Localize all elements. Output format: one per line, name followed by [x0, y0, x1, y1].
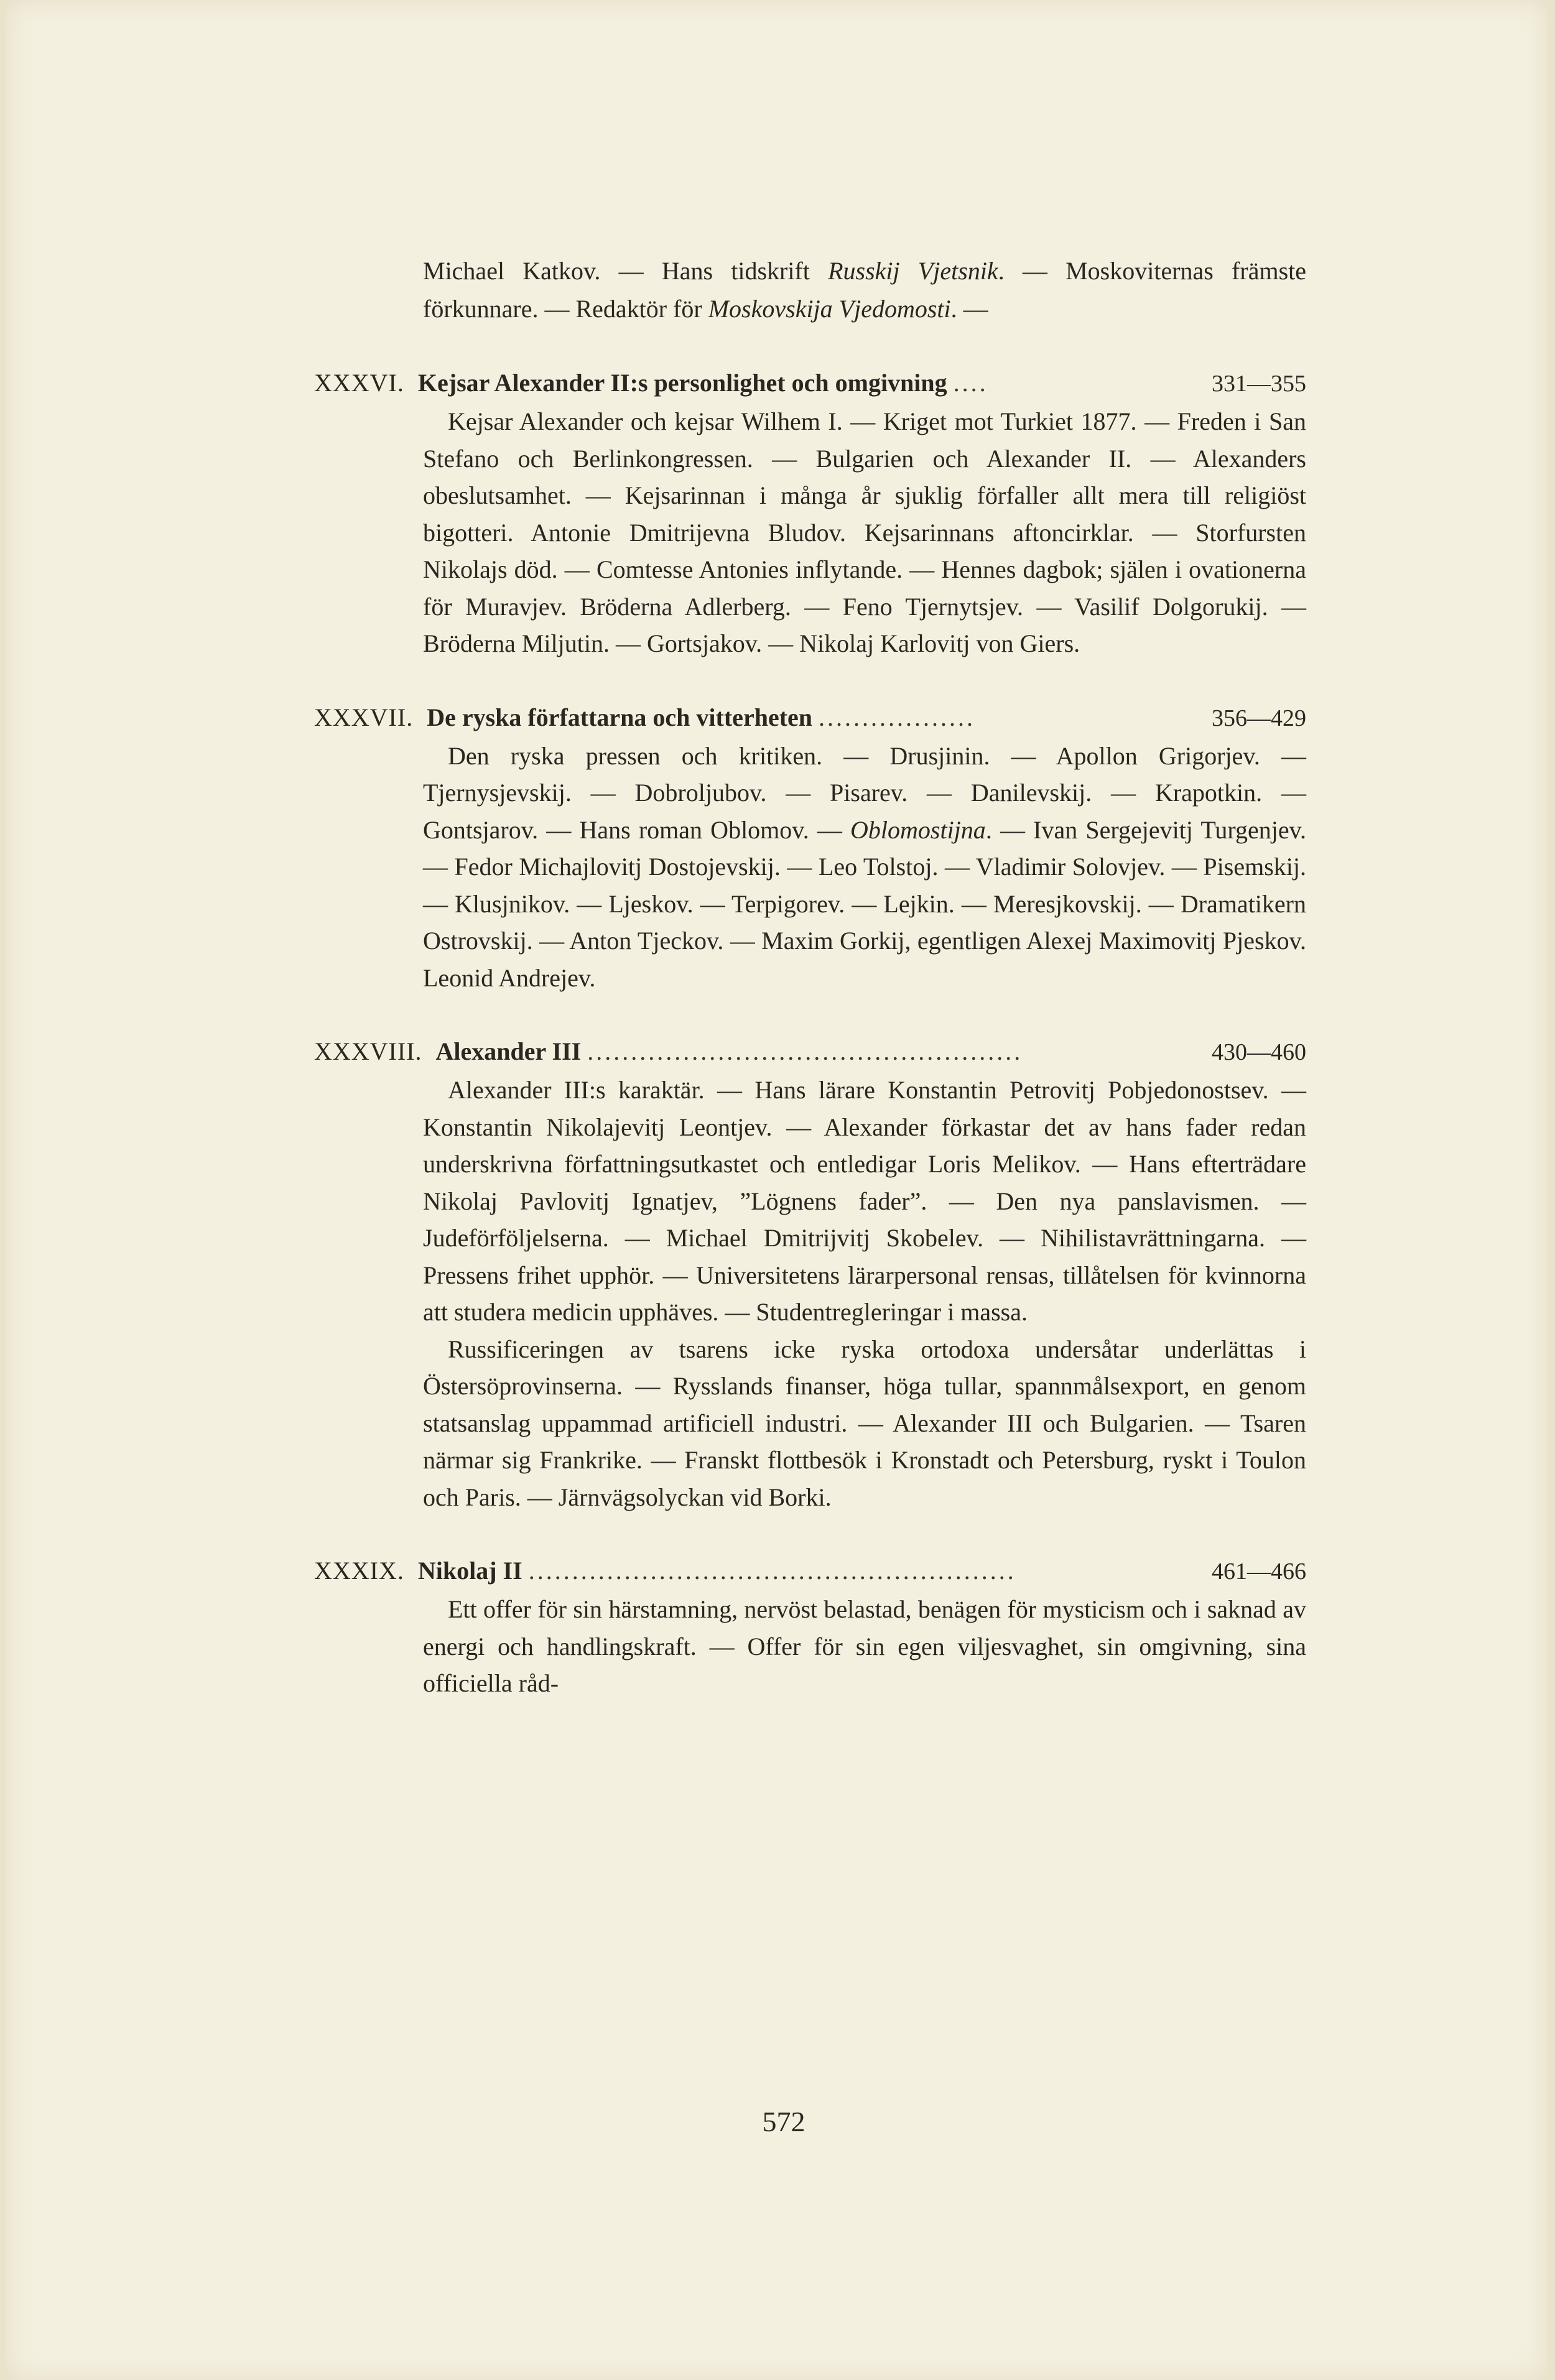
chapter-numeral: XXXVI. — [314, 369, 404, 397]
continued-entry-text — [423, 252, 1306, 328]
dot-leader: ........................................................ — [528, 1557, 1016, 1585]
page-range: 356—429 — [1212, 705, 1306, 731]
journal-title: Russkij Vjetsnik — [828, 257, 998, 285]
chapter-title: Nikolaj II — [417, 1557, 522, 1585]
continued-text-part: Michael Katkov. — Hans tidskrift — [423, 257, 829, 285]
chapter-heading — [314, 1552, 1306, 1591]
dot-leader: .... — [953, 369, 988, 397]
chapter-entry-xxxvi — [314, 364, 1306, 662]
newspaper-title: Moskovskija Vjedomosti — [708, 295, 951, 323]
book-page — [6, 0, 1548, 2380]
chapter-entry-xxxix — [314, 1552, 1306, 1702]
dot-leader: .................................................. — [587, 1037, 1023, 1065]
chapter-summary-continued: Russificeringen av tsarens icke ryska ortodoxa undersåtar underlättas i Östersöprovinserna. — Rysslands finanser, höga tullar, spannmålsexport, en genom statsanslag uppammad artificiell industri. — Alexander III och Bulgarien. — Tsaren närmar sig Frankrike. — Franskt flottbesök i Kronstadt och Petersburg, ryskt i Toulon och Paris. — Järnvägsolyckan vid Borki. — [423, 1335, 1306, 1511]
summary-text-part: Den ryska pressen och kritiken. — Drusjinin. — Apollon Grigorjev. — Tjernysjevskij. — Dobroljubov. — Pisarev. — Danilevskij. — Krapotkin. — Gontsjarov. — Hans roman Oblomov. — — [423, 741, 1306, 844]
chapter-heading — [314, 698, 1306, 738]
chapter-heading — [314, 364, 1306, 403]
chapter-numeral: XXXIX. — [314, 1557, 404, 1585]
page-range: 461—466 — [1212, 1558, 1306, 1585]
chapter-entry-xxxviii — [314, 1032, 1306, 1516]
page-range: 430—460 — [1212, 1039, 1306, 1065]
chapter-summary: Kejsar Alexander och kejsar Wilhem I. — Kriget mot Turkiet 1877. — Freden i San Stefano och Berlinkongressen. — Bulgarien och Alexander II. — Alexanders obeslutsamhet. — Kejsarinnan i många år sjuklig förfaller allt mera till religiöst bigotteri. Antonie Dmitrijevna Bludov. Kejsarinnans aftoncirklar. — Storfursten Nikolajs död. — Comtesse Antonies inflytande. — Hennes dagbok; själen i ovationerna för Muravjev. Bröderna Adlerberg. — Feno Tjernytsjev. — Vasilif Dolgorukij. — Bröderna Miljutin. — Gortsjakov. — Nikolaj Karlovitj von Giers. — [423, 407, 1306, 657]
chapter-summary: Alexander III:s karaktär. — Hans lärare Konstantin Petrovitj Pobjedonostsev. — Konstantin Nikolajevitj Leontjev. — Alexander förkastar det av hans fader redan underskrivna författningsutkastet och entledigar Loris Melikov. — Hans efterträdare Nikolaj Pavlovitj Ignatjev, ”Lögnens fader”. — Den nya panslavismen. — Judeförföljelserna. — Michael Dmitrijvitj Skobelev. — Nihilistavrättningarna. — Pressens frihet upphör. — Universitetens lärarpersonal rensas, tillåtelsen för kvinnorna att studera medicin upphäves. — Studentregleringar i massa. — [423, 1076, 1306, 1326]
continued-text-part: . — Moskoviternas främste förkunnare. — Redaktör för — [423, 257, 1307, 323]
dot-leader: .................. — [819, 703, 976, 731]
chapter-title: Kejsar Alexander II:s personlighet och omgivning — [417, 369, 947, 397]
page-range: 331—355 — [1212, 371, 1306, 397]
chapter-summary: Ett offer för sin härstamning, nervöst belastad, benägen för mysticism och i saknad av energi och handlingskraft. — Offer för sin egen viljesvaghet, sin omgivning, sina officiella råd- — [423, 1595, 1306, 1697]
chapter-summary — [423, 738, 1306, 997]
chapter-title: De ryska författarna och vitterheten — [427, 703, 813, 731]
page-number: 572 — [762, 2106, 805, 2137]
continued-text-part: . — — [950, 295, 988, 323]
chapter-heading — [314, 1032, 1306, 1072]
table-of-contents — [314, 252, 1307, 1702]
chapter-numeral: XXXVIII. — [314, 1037, 422, 1065]
summary-text-part: . — Ivan Sergejevitj Turgenjev. — Fedor Michajlovitj Dostojevskij. — Leo Tolstoj. — Vladimir Solovjev. — Pisemskij. — Klusjnikov. — Ljeskov. — Terpigorev. — Lejkin. — Meresjkovskij. — Dramatikern Ostrovskij. — Anton Tjeckov. — Maxim Gorkij, egentligen Alexej Maximovitj Pjeskov. Leonid Andrejev. — [423, 815, 1306, 992]
chapter-numeral: XXXVII. — [314, 703, 414, 731]
chapter-title: Alexander III — [435, 1037, 582, 1065]
chapter-entry-xxxvii — [314, 698, 1306, 997]
italic-term: Oblomostijna — [850, 815, 986, 844]
